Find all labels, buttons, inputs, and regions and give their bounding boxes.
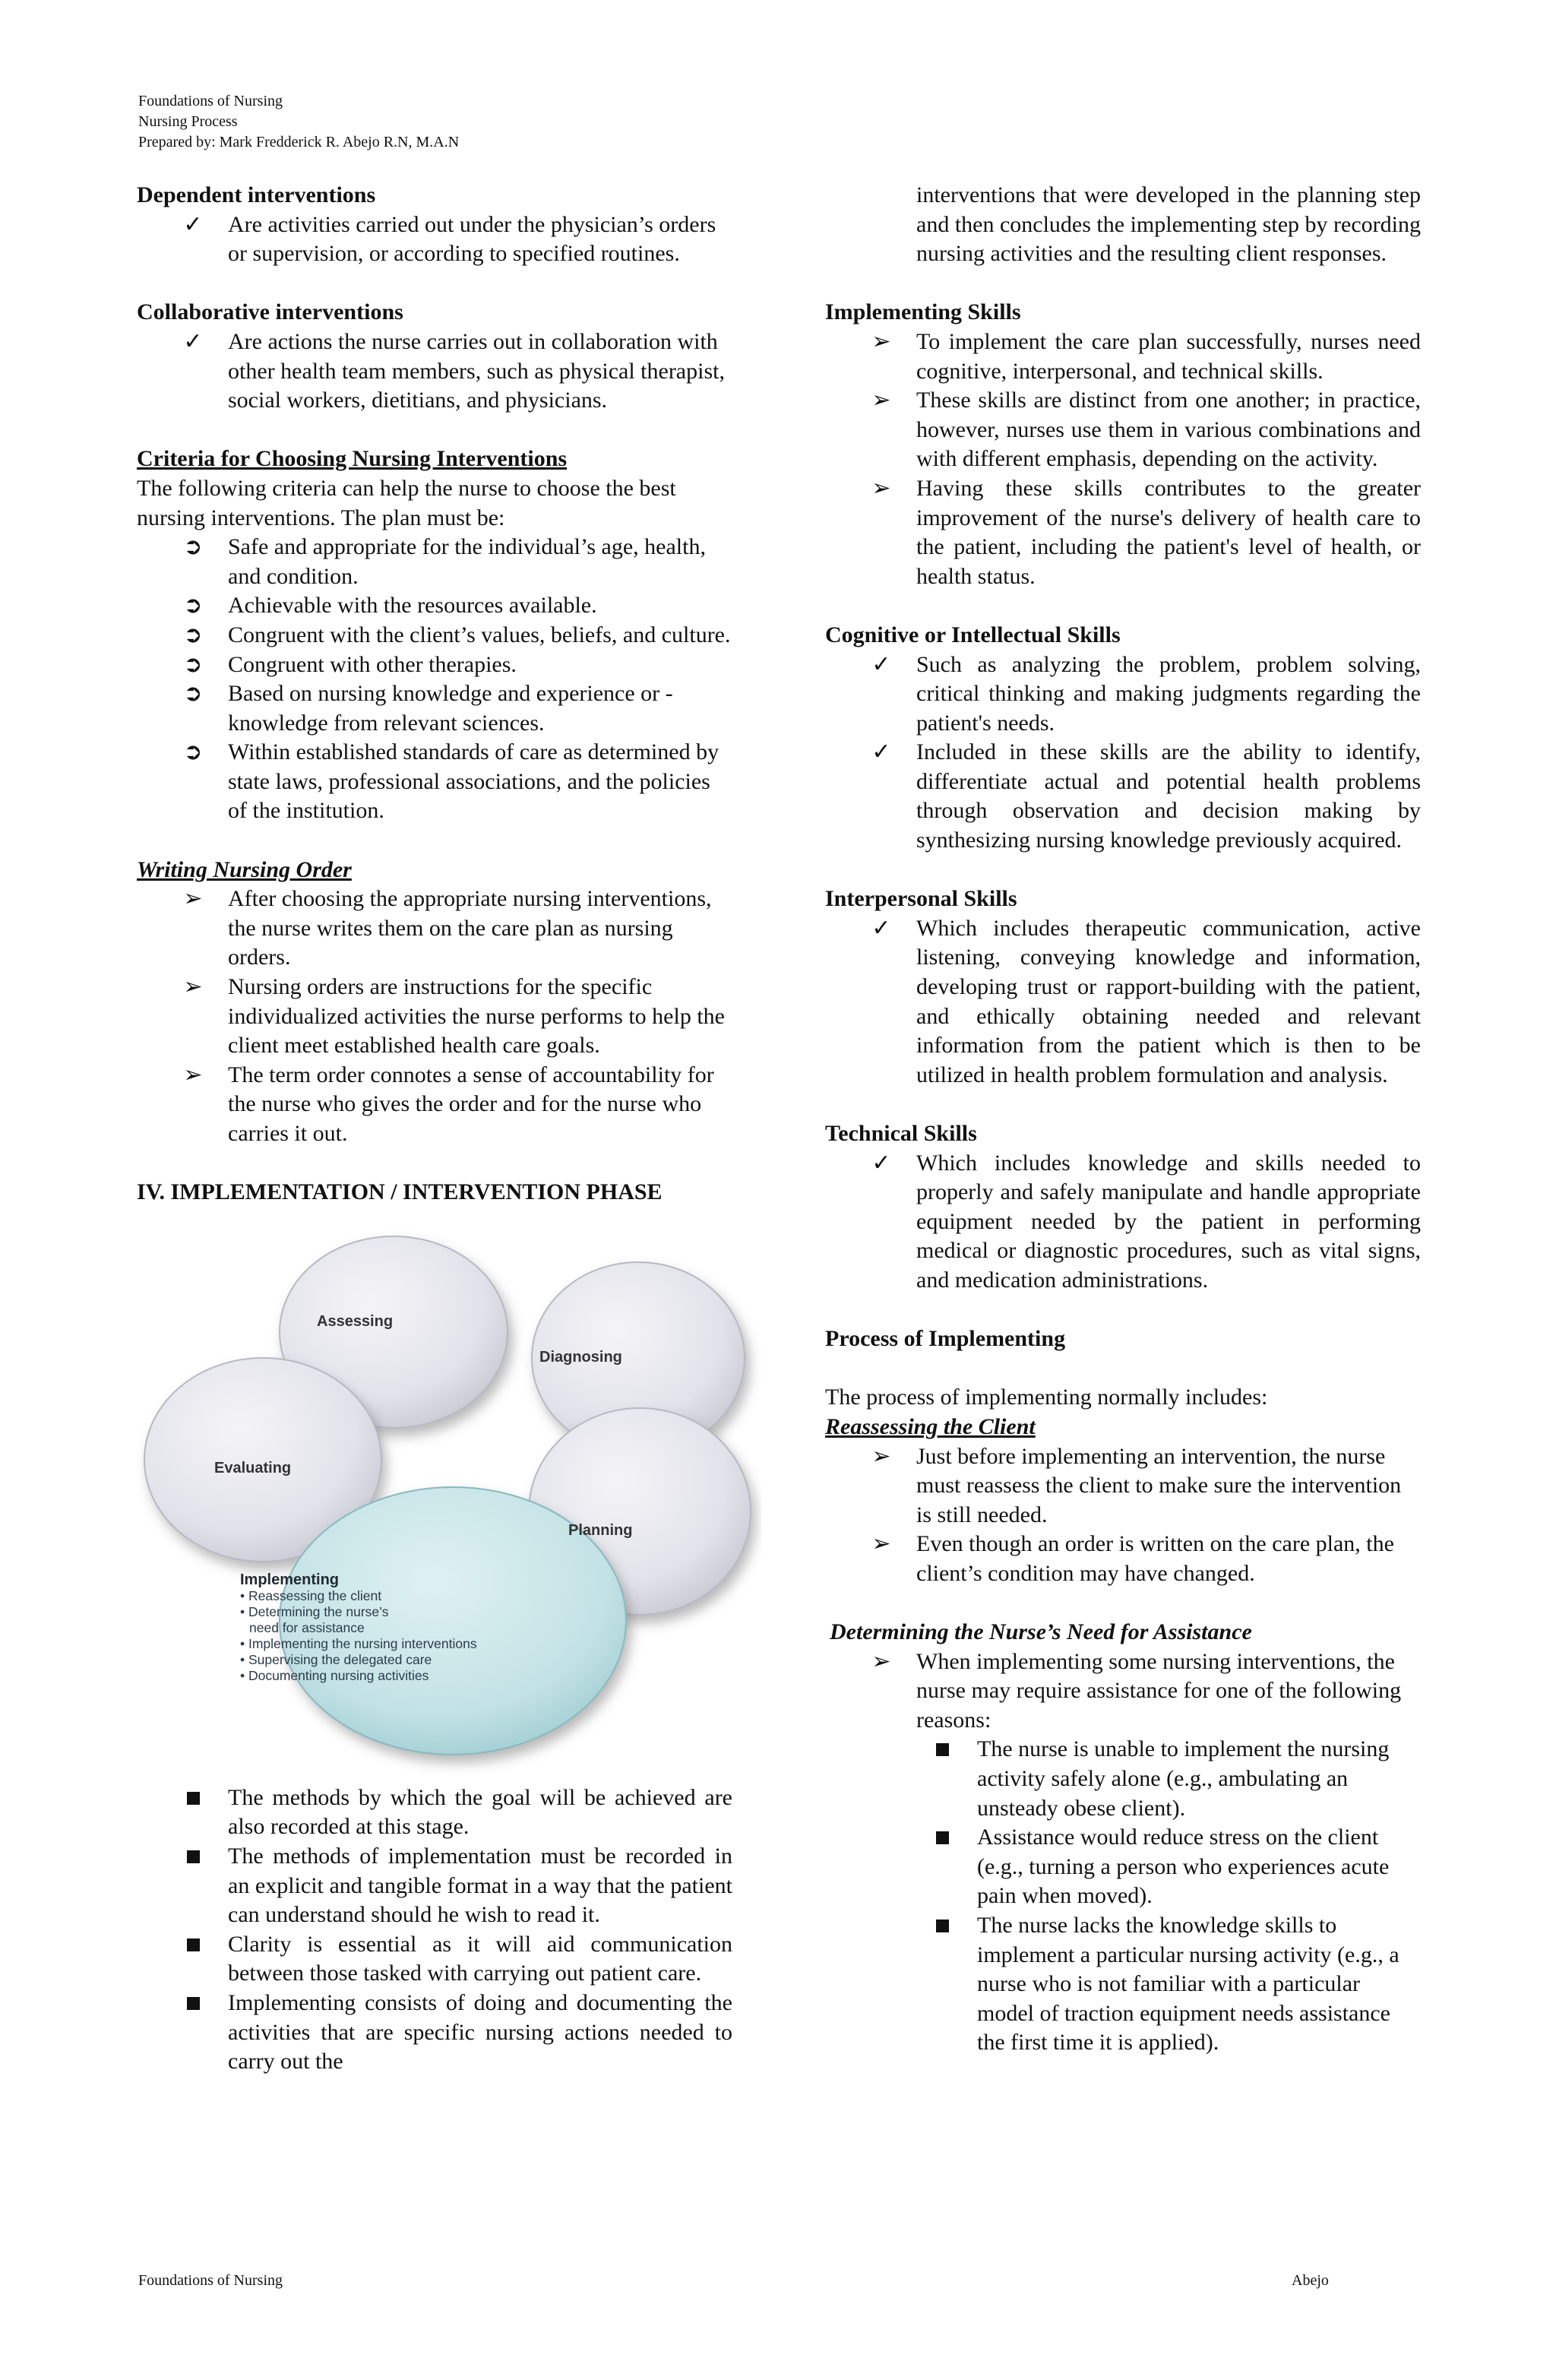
- implementing-item: • Supervising the delegated care: [240, 1651, 432, 1667]
- arrow-icon: ➢: [871, 328, 891, 354]
- reassessing-heading: Reassessing the Client: [825, 1413, 1036, 1439]
- list-item: ✓ Are activities carried out under the physician’s orders or supervision, or according to specified routines.: [137, 210, 732, 269]
- square-bullet-icon: [936, 1831, 949, 1844]
- list-item: ➲ Within established standards of care as determined by state laws, professional associations, and the policies of the institution.: [137, 738, 732, 826]
- list-item: ➢ Just before implementing an intervention, the nurse must reassess the client to make sure the intervention is still needed.: [825, 1442, 1421, 1530]
- technical-heading: Technical Skills: [825, 1121, 977, 1146]
- collaborative-list: [137, 328, 732, 416]
- list-item: ➢ The term order connotes a sense of accountability for the nurse who gives the order and for the nurse who carries it out.: [137, 1061, 732, 1149]
- technical-list: [825, 1149, 1421, 1296]
- interpersonal-heading: Interpersonal Skills: [825, 886, 1017, 912]
- interpersonal-list: [825, 914, 1421, 1090]
- implementing-skills-heading: Implementing Skills: [825, 299, 1021, 325]
- list-item: ➲ Congruent with the client’s values, beliefs, and culture.: [137, 621, 732, 650]
- list-item: ✓ Such as analyzing the problem, problem solving, critical thinking and making judgments regarding the patient's needs.: [825, 650, 1421, 739]
- list-item: ➲ Safe and appropriate for the individual’s age, health, and condition.: [137, 533, 732, 591]
- check-icon: ✓: [183, 211, 203, 237]
- diagram-bubbles: [137, 1218, 761, 1783]
- list-item: ➢ Even though an order is written on the care plan, the client’s condition may have changed.: [825, 1530, 1421, 1588]
- implementing-item: need for assistance: [249, 1619, 365, 1635]
- diagnosing-label: Diagnosing: [539, 1348, 622, 1366]
- circle-arrow-icon: ➲: [183, 651, 203, 677]
- dependent-list: [137, 210, 732, 269]
- left-column: [137, 181, 732, 2077]
- list-item: Implementing consists of doing and documenting the activities that are specific nursing actions needed to carry out the: [137, 1989, 732, 2077]
- list-item: Assistance would reduce stress on the client (e.g., turning a person who experiences acute pain when moved).: [825, 1823, 1421, 1911]
- arrow-icon: ➢: [183, 974, 203, 1000]
- planning-label: Planning: [568, 1521, 633, 1539]
- implementing-skills-list: [825, 328, 1421, 591]
- reassessing-list: [825, 1442, 1421, 1589]
- writing-heading: Writing Nursing Order: [137, 856, 352, 882]
- cognitive-list: [825, 650, 1421, 856]
- criteria-intro: The following criteria can help the nurse to choose the best nursing interventions. The plan must be:: [137, 475, 676, 530]
- header-topic: Nursing Process: [138, 113, 238, 130]
- criteria-list: [137, 533, 732, 826]
- phase-heading: IV. IMPLEMENTATION / INTERVENTION PHASE: [137, 1179, 663, 1205]
- circle-arrow-icon: ➲: [183, 739, 203, 765]
- arrow-icon: ➢: [183, 886, 203, 912]
- list-item: ➢ After choosing the appropriate nursing interventions, the nurse writes them on the care plan as nursing orders.: [137, 885, 732, 973]
- implementing-label: Implementing: [240, 1571, 340, 1588]
- criteria-heading: Criteria for Choosing Nursing Interventions: [137, 446, 568, 472]
- square-bullet-icon: [936, 1743, 949, 1756]
- list-item: ➢ These skills are distinct from one another; in practice, however, nurses use them in various combinations and with different emphasis, depending on the activity.: [825, 386, 1421, 474]
- assessing-label: Assessing: [317, 1312, 394, 1330]
- square-bullet-icon: [936, 1920, 949, 1932]
- writing-list: [137, 885, 732, 1148]
- implementing-item: • Documenting nursing activities: [240, 1667, 429, 1683]
- right-column: [825, 181, 1421, 2058]
- list-item: The methods by which the goal will be achieved are also recorded at this stage.: [137, 1783, 732, 1842]
- list-item: ✓ Included in these skills are the ability to identify, differentiate actual and potential health problems through observation and decision making by synthesizing nursing knowledge previously acquired.: [825, 738, 1421, 855]
- circle-arrow-icon: ➲: [183, 593, 203, 619]
- square-bullet-icon: [187, 1997, 200, 2010]
- circle-arrow-icon: ➲: [183, 534, 203, 560]
- check-icon: ✓: [871, 651, 891, 677]
- evaluating-label: Evaluating: [214, 1459, 292, 1476]
- list-item: ➢ Nursing orders are instructions for the specific individualized activities the nurse performs to help the client meet established health care goals.: [137, 973, 732, 1061]
- determining-sublist: [825, 1735, 1421, 2058]
- list-item: ✓ Which includes therapeutic communication, active listening, conveying knowledge and information, developing trust or rapport-building with the patient, and ethically obtaining needed and relevant information from the patient which is then to be utilized in health problem formulation and analysis.: [825, 914, 1421, 1090]
- list-item: The nurse is unable to implement the nursing activity safely alone (e.g., ambulating an unsteady obese client).: [825, 1735, 1421, 1823]
- header-author: Prepared by: Mark Fredderick R. Abejo R.N, M.A.N: [138, 134, 460, 150]
- square-bullet-icon: [187, 1938, 200, 1951]
- nursing-process-diagram: [137, 1218, 761, 1783]
- list-item: ➲ Achievable with the resources available.: [137, 591, 732, 621]
- dependent-heading: Dependent interventions: [137, 182, 376, 207]
- square-bullet-icon: [187, 1792, 200, 1805]
- arrow-icon: ➢: [871, 1531, 891, 1557]
- list-item: Clarity is essential as it will aid communication between those tasked with carrying out patient care.: [137, 1930, 732, 1989]
- list-item: The methods of implementation must be recorded in an explicit and tangible format in a way that the patient can understand should he wish to read it.: [137, 1842, 732, 1930]
- arrow-icon: ➢: [871, 388, 891, 413]
- determining-heading: Determining the Nurse’s Need for Assistance: [830, 1619, 1252, 1645]
- determining-list: [825, 1647, 1421, 1736]
- arrow-icon: ➢: [871, 475, 891, 501]
- list-item: ✓ Are actions the nurse carries out in collaboration with other health team members, such as physical therapist, social workers, dietitians, and physicians.: [137, 328, 732, 416]
- list-item: ➲ Congruent with other therapies.: [137, 650, 732, 680]
- list-item: The nurse lacks the knowledge skills to implement a particular nursing activity (e.g., a nurse who is not familiar with a particular model of traction equipment needs assistance the first time it is applied).: [825, 1911, 1421, 2058]
- check-icon: ✓: [871, 1150, 891, 1176]
- list-item: ➲ Based on nursing knowledge and experience or - knowledge from relevant sciences.: [137, 679, 732, 738]
- footer-left: Foundations of Nursing: [138, 2272, 283, 2289]
- circle-arrow-icon: ➲: [183, 622, 203, 647]
- implementing-block: [240, 1572, 477, 1684]
- square-bullet-icon: [187, 1850, 200, 1863]
- arrow-icon: ➢: [871, 1648, 891, 1674]
- list-item: interventions that were developed in the planning step and then concludes the implementing step by recording nursing activities and the resulting client responses.: [916, 182, 1421, 267]
- implementing-item: • Determining the nurse’s: [240, 1603, 389, 1619]
- page-header: [138, 91, 459, 153]
- footer-right: Abejo: [1292, 2272, 1329, 2289]
- arrow-icon: ➢: [871, 1443, 891, 1469]
- cognitive-heading: Cognitive or Intellectual Skills: [825, 622, 1121, 647]
- circle-arrow-icon: ➲: [183, 681, 203, 707]
- implementing-item: • Implementing the nursing interventions: [240, 1635, 477, 1651]
- process-heading: Process of Implementing: [825, 1326, 1066, 1352]
- methods-list: [137, 1783, 732, 2077]
- check-icon: ✓: [871, 915, 891, 941]
- collaborative-heading: Collaborative interventions: [137, 299, 403, 325]
- list-item: ➢ To implement the care plan successfully, nurses need cognitive, interpersonal, and technical skills.: [825, 328, 1421, 386]
- continuation-block: [825, 181, 1421, 269]
- list-item: ✓ Which includes knowledge and skills needed to properly and safely manipulate and handle appropriate equipment needed by the patient in performing medical or diagnostic procedures, such as vital signs, and medication administrations.: [825, 1149, 1421, 1296]
- implementing-item: • Reassessing the client: [240, 1587, 382, 1603]
- process-intro: The process of implementing normally includes:: [825, 1385, 1268, 1410]
- header-course: Foundations of Nursing: [138, 93, 283, 109]
- list-item: ➢ Having these skills contributes to the greater improvement of the nurse's delivery of health care to the patient, including the patient's level of health, or health status.: [825, 474, 1421, 591]
- check-icon: ✓: [871, 739, 891, 765]
- check-icon: ✓: [183, 328, 203, 354]
- arrow-icon: ➢: [183, 1062, 203, 1087]
- list-item: ➢ When implementing some nursing interventions, the nurse may require assistance for one of the following reasons:: [825, 1647, 1421, 1736]
